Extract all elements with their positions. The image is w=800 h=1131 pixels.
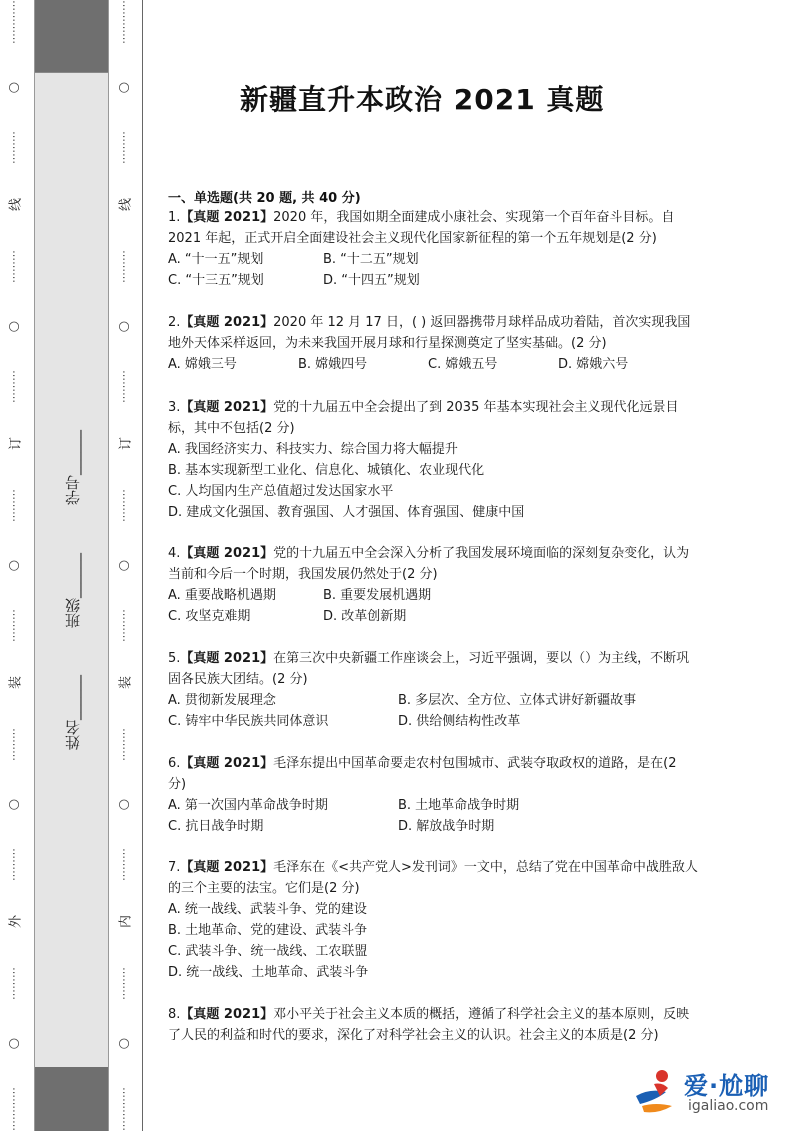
question-text: 毛泽东在《<共产党人>发刊词》一文中，总结了党在中国革命中战胜敌人的三个主要的法宝。它们是(2 分) (168, 860, 698, 896)
watermark-brand: 爱·尬聊 (684, 1072, 770, 1100)
margin-char: 订 (7, 438, 21, 454)
option-c[interactable]: C. “十三五”规划 (168, 273, 264, 288)
question-stem (168, 857, 698, 899)
option-a[interactable]: A. “十一五”规划 (168, 252, 264, 267)
margin-char: 订 (117, 438, 131, 454)
student-id-field[interactable]: 学号______ (63, 430, 82, 505)
running-figure-logo-icon (632, 1066, 678, 1116)
option-b[interactable]: B. 重要发展机遇期 (323, 588, 432, 603)
outer-dotted-cut-line: ⋯⋯⋯⋯ ○ ⋯⋯⋯ 线 ⋯⋯⋯ ○ ⋯⋯⋯ 订 ⋯⋯⋯ ○ ⋯⋯⋯ 装 ⋯⋯⋯ ○ ⋯⋯⋯ 外 ⋯⋯⋯ ○ ⋯⋯⋯⋯ (7, 0, 21, 1131)
student-info-fields (60, 430, 84, 750)
option-c[interactable]: C. 嫦娥五号 (428, 357, 498, 372)
circle-marker-icon: ○ (8, 318, 20, 334)
question-2 (168, 312, 698, 375)
question-1 (168, 207, 698, 291)
margin-char: 线 (7, 199, 21, 215)
question-number: 8. (168, 1007, 181, 1022)
option-a[interactable]: A. 嫦娥三号 (168, 357, 237, 372)
question-tag: 【真题 2021】 (180, 651, 274, 666)
question-tag: 【真题 2021】 (180, 756, 274, 771)
option-c[interactable]: C. 抗日战争时期 (168, 819, 264, 834)
option-c[interactable]: C. 攻坚克难期 (168, 609, 251, 624)
question-stem (168, 648, 698, 690)
option-d[interactable]: D. 嫦娥六号 (558, 357, 629, 372)
inner-dotted-cut-line: ⋯⋯⋯⋯ ○ ⋯⋯⋯ 线 ⋯⋯⋯ ○ ⋯⋯⋯ 订 ⋯⋯⋯ ○ ⋯⋯⋯ 装 ⋯⋯⋯ ○ ⋯⋯⋯ 内 ⋯⋯⋯ ○ ⋯⋯⋯⋯ (117, 0, 131, 1131)
option-a[interactable]: A. 第一次国内革命战争时期 (168, 798, 328, 813)
circle-marker-icon: ○ (8, 1036, 20, 1052)
option-d[interactable]: D. 改革创新期 (323, 609, 407, 624)
question-5 (168, 648, 698, 732)
circle-marker-icon: ○ (118, 79, 130, 95)
option-b[interactable]: B. 土地革命战争时期 (398, 798, 520, 813)
circle-marker-icon: ○ (118, 318, 130, 334)
option-b[interactable]: B. 基本实现新型工业化、信息化、城镇化、农业现代化 (168, 463, 485, 478)
margin-dark-block-top (35, 0, 108, 72)
option-c[interactable]: C. 人均国内生产总值超过发达国家水平 (168, 484, 394, 499)
question-stem (168, 753, 698, 795)
question-4 (168, 543, 698, 627)
margin-char: 外 (7, 916, 21, 932)
binding-margin (0, 0, 150, 1131)
margin-char: 装 (7, 677, 21, 693)
question-stem (168, 312, 698, 354)
question-text: 党的十九届五中全会提出了到 2035 年基本实现社会主义现代化远景目标，其中不包括(2 分) (168, 400, 679, 436)
option-c[interactable]: C. 武装斗争、统一战线、工农联盟 (168, 944, 368, 959)
margin-rule (34, 0, 35, 1131)
question-number: 1. (168, 210, 181, 225)
question-text: 2020 年 12 月 17 日，( ) 返回器携带月球样品成功着陆，首次实现我国地外天体采样返回，为未来我国开展月球和行星探测奠定了坚实基础。(2 分) (168, 315, 691, 351)
question-number: 7. (168, 860, 181, 875)
question-stem (168, 207, 698, 249)
option-d[interactable]: D. 解放战争时期 (398, 819, 495, 834)
question-8 (168, 1004, 698, 1046)
margin-char: 线 (117, 199, 131, 215)
question-tag: 【真题 2021】 (180, 210, 274, 225)
circle-marker-icon: ○ (8, 557, 20, 573)
question-6 (168, 753, 698, 837)
page-title: 新疆直升本政治 2021 真题 (240, 83, 605, 116)
option-d[interactable]: D. 供给侧结构性改革 (398, 714, 521, 729)
section-heading: 一、单选题(共 20 题, 共 40 分) (168, 191, 361, 206)
question-stem (168, 543, 698, 585)
option-d[interactable]: D. 建成文化强国、教育强国、人才强国、体育强国、健康中国 (168, 505, 525, 520)
option-a[interactable]: A. 重要战略机遇期 (168, 588, 276, 603)
question-text: 在第三次中央新疆工作座谈会上，习近平强调，要以（）为主线，不断巩固各民族大团结。(2 分) (168, 651, 690, 687)
class-field[interactable]: 班级______ (63, 552, 82, 628)
question-number: 6. (168, 756, 181, 771)
margin-rule (108, 0, 109, 1131)
question-7 (168, 857, 698, 983)
question-3 (168, 397, 698, 523)
question-tag: 【真题 2021】 (180, 1007, 274, 1022)
question-number: 2. (168, 315, 181, 330)
circle-marker-icon: ○ (118, 557, 130, 573)
question-number: 3. (168, 400, 181, 415)
question-text: 2020 年，我国如期全面建成小康社会、实现第一个百年奋斗目标。自 2021 年起，正式开启全面建设社会主义现代化国家新征程的第一个五年规划是(2 分) (168, 210, 675, 246)
question-text: 党的十九届五中全会深入分析了我国发展环境面临的深刻复杂变化，认为当前和今后一个时期，我国发展仍然处于(2 分) (168, 546, 690, 582)
circle-marker-icon: ○ (118, 1036, 130, 1052)
circle-marker-icon: ○ (8, 79, 20, 95)
circle-marker-icon: ○ (118, 796, 130, 812)
option-a[interactable]: A. 统一战线、武装斗争、党的建设 (168, 902, 367, 917)
margin-dark-block-bottom (35, 1067, 108, 1131)
question-tag: 【真题 2021】 (180, 546, 274, 561)
margin-rule (142, 0, 143, 1131)
option-b[interactable]: B. 土地革命、党的建设、武装斗争 (168, 923, 368, 938)
option-b[interactable]: B. 多层次、全方位、立体式讲好新疆故事 (398, 693, 637, 708)
question-tag: 【真题 2021】 (180, 400, 274, 415)
option-d[interactable]: D. 统一战线、土地革命、武装斗争 (168, 965, 369, 980)
question-number: 4. (168, 546, 181, 561)
margin-char: 内 (117, 916, 131, 932)
question-number: 5. (168, 651, 181, 666)
circle-marker-icon: ○ (8, 796, 20, 812)
question-text: 邓小平关于社会主义本质的概括，遵循了科学社会主义的基本原则，反映了人民的利益和时代的要求，深化了对科学社会主义的认识。社会主义的本质是(2 分) (168, 1007, 690, 1043)
question-stem (168, 1004, 698, 1046)
watermark-url: igaliao.com (688, 1098, 769, 1114)
option-b[interactable]: B. 嫦娥四号 (298, 357, 368, 372)
option-a[interactable]: A. 贯彻新发展理念 (168, 693, 276, 708)
question-tag: 【真题 2021】 (180, 860, 274, 875)
option-d[interactable]: D. “十四五”规划 (323, 273, 420, 288)
name-field[interactable]: 姓名______ (63, 675, 82, 750)
option-b[interactable]: B. “十二五”规划 (323, 252, 419, 267)
question-stem (168, 397, 698, 439)
site-watermark (632, 1062, 792, 1122)
option-a[interactable]: A. 我国经济实力、科技实力、综合国力将大幅提升 (168, 442, 458, 457)
question-tag: 【真题 2021】 (180, 315, 274, 330)
question-text: 毛泽东提出中国革命要走农村包围城市、武装夺取政权的道路，是在(2 分) (168, 756, 677, 792)
margin-char: 装 (117, 677, 131, 693)
option-c[interactable]: C. 铸牢中华民族共同体意识 (168, 714, 329, 729)
